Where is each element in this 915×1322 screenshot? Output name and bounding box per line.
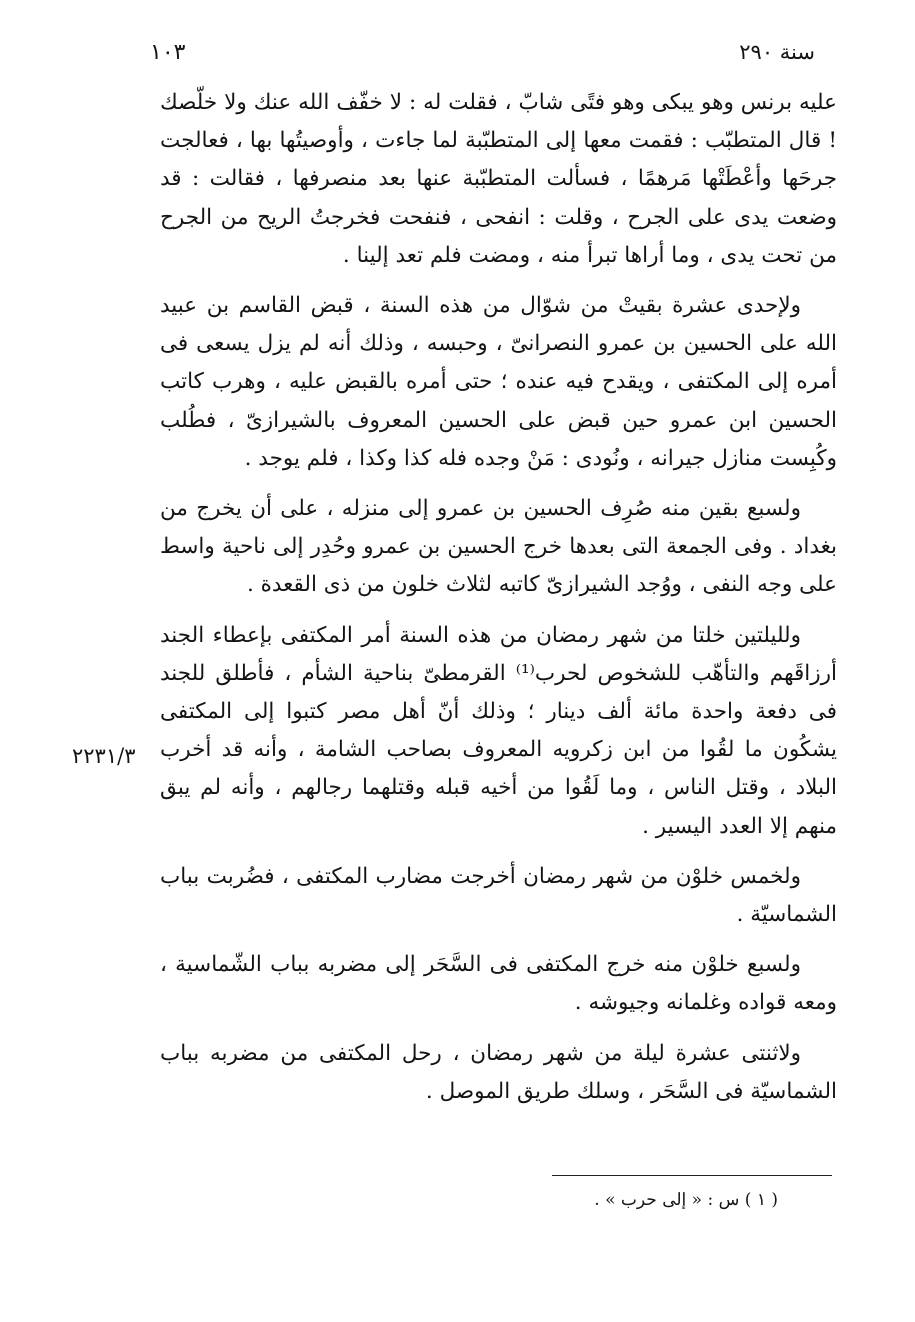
paragraph: ولسبع بقين منه صُرِف الحسين بن عمرو إلى منزله ، على أن يخرج من بغداد . وفى الجمعة التى بعدها خرج الحسين بن عمرو وحُدِر إلى ناحية واسط على وجه النفى ، ووُجد الشيرازىّ كاتبه لثلاث خلون من ذى القعدة . (160, 496, 837, 598)
paragraph: ولليلتين خلتا من شهر رمضان من هذه السنة أمر المكتفى بإعطاء الجند أرزاقَهم والتأهّب للشخوص لحرب⁽¹⁾ القرمطىّ بناحية الشأم ، فأطلق للجند فى دفعة واحدة مائة ألف دينار ؛ وذلك أنّ أهل مصر كتبوا إلى المكتفى يشكُون ما لقُوا من ابن زكرويه المعروف بصاحب الشامة ، وأنه قد أخرب البلاد ، وقتل الناس ، وما لَقُوا من أخيه قبله وقتلهما رجالهم ، وأنه لم يبق منهم إلا العدد اليسير . (160, 622, 838, 839)
margin-page-reference: ٢٢٣١/٣ (72, 744, 136, 768)
paragraph: ولسبع خلوْن منه خرج المكتفى فى السَّحَر إلى مضربه بباب الشّماسية ، ومعه قواده وغلمانه وجيوشه . (160, 952, 837, 1016)
paragraph: ولإحدى عشرة بقيتْ من شوّال من هذه السنة ، قبض القاسم بن عبيد الله على الحسين بن عمرو النصرانىّ ، وحبسه ، وذلك أنه لم يزل يسعى فى أمره إلى المكتفى ، ويقدح فيه عنده ؛ حتى أمره بالقبض عليه ، وهرب كاتب الحسين ابن عمرو حين قبض على الحسين المعروف بالشيرازىّ ، فطُلب وكُبِست منازل جيرانه ، ونُودى : مَنْ وجده فله كذا وكذا ، فلم يوجد . (160, 293, 837, 471)
footnote: ( ١ ) س : « إلى حرب » . (594, 1190, 778, 1210)
page-header (150, 34, 815, 74)
body-text (160, 84, 837, 1123)
page-number: ١٠٣ (150, 40, 186, 65)
paragraph: ولاثنتى عشرة ليلة من شهر رمضان ، رحل المكتفى من مضربه بباب الشماسيّة فى السَّحَر ، وسلك طريق الموصل . (160, 1040, 837, 1104)
footnote-divider (552, 1175, 832, 1176)
running-head-year: سنة ٢٩٠ (739, 40, 815, 64)
paragraph: عليه برنس وهو يبكى وهو فتًى شابّ ، فقلت له : لا خفّف الله عنك ولا خلّصك ! قال المتطبّب : فقمت معها إلى المتطبّبة لما جاءت ، وأوصيتُها بها ، فعالجت جرحَها وأعْطَتْها مَرهمًا ، فسألت المتطبّبة عنها بعد منصرفها ، فقالت : قد وضعت يدى على الجرح ، وقلت : انفحى ، فنفحت فخرجتُ الريح من الجرح من تحت يدى ، وما أراها تبرأ منه ، ومضت فلم تعد إلينا . (160, 90, 837, 268)
paragraph: ولخمس خلوْن من شهر رمضان أخرجت مضارب المكتفى ، فضُربت بباب الشماسيّة . (160, 863, 837, 928)
